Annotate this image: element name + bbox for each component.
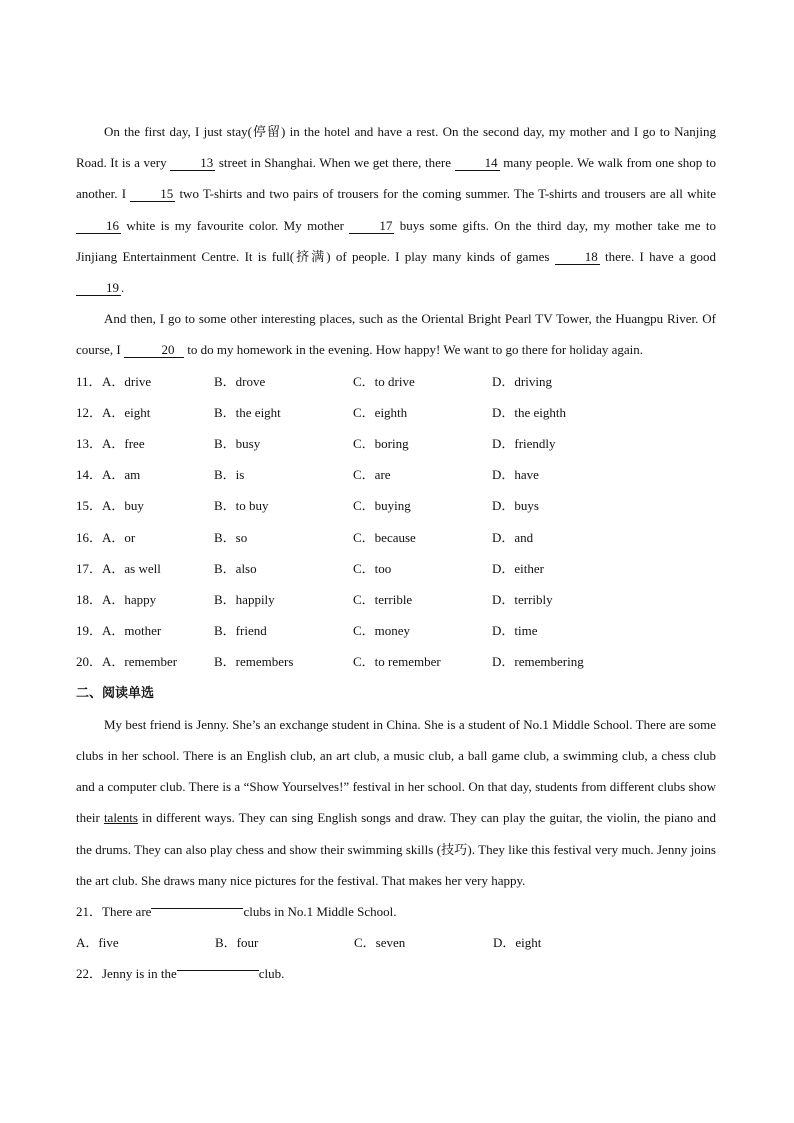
- question-row-16: [76, 522, 716, 553]
- option-d: D．have: [492, 467, 539, 483]
- answer-blank: [177, 958, 259, 971]
- passage-text: My best friend is Jenny. She’s an exchange student in China. She is a student of No.1 Middle School. There are some clubs in her school. There is an English club, an art club, a music club, a ball game club, a swimming club, a chess club and a computer club. There is a “Show Yourselves!” festival in her school. On that day, students from different clubs show their: [76, 716, 716, 826]
- blank-13: 13: [170, 156, 215, 171]
- option-b: B．drove: [214, 373, 266, 389]
- option-b: B．remembers: [214, 654, 294, 670]
- question-list: [76, 366, 716, 678]
- option-a: A．or: [102, 529, 136, 545]
- question-stem: club.: [258, 966, 285, 982]
- passage-text: to do my homework in the evening. How happy! We want to go there for holiday again.: [184, 342, 644, 358]
- section-title: 二、阅读单选: [76, 685, 155, 701]
- option-d: D．eight: [493, 935, 542, 951]
- question-row-19: [76, 615, 716, 646]
- option-a: A．remember: [102, 654, 178, 670]
- option-b: B．to buy: [214, 498, 269, 514]
- blank-19: 19: [76, 281, 121, 296]
- question-number: 14．: [76, 467, 103, 483]
- option-b: B．four: [215, 935, 259, 951]
- option-a: A．am: [102, 467, 141, 483]
- option-a: A．five: [76, 935, 119, 951]
- option-c: C．eighth: [353, 404, 408, 420]
- option-a: A．mother: [102, 623, 162, 639]
- question-number: 15．: [76, 498, 103, 514]
- passage-text: there. I have a good: [599, 248, 716, 264]
- option-a: A．as well: [102, 560, 161, 576]
- passage-text: buys some gifts. On the third day, my mother take me to Jinjiang Entertainment Centre. It is full(挤满) of people. I play many kinds of games: [76, 217, 716, 264]
- question-row-17: [76, 553, 716, 584]
- option-b: B．so: [214, 529, 248, 545]
- option-d: D．friendly: [492, 436, 556, 451]
- option-c: C．because: [353, 529, 416, 545]
- passage-text: On the first day, I just stay(停留) in the hotel and have a rest. On the second day, my mother and I go to Nanjing Road. It is a very: [76, 124, 716, 171]
- option-b: B．is: [214, 467, 245, 483]
- option-d: D．the eighth: [492, 404, 567, 420]
- option-a: A．drive: [102, 373, 152, 389]
- question-row-13: [76, 428, 716, 459]
- option-a: A．happy: [102, 591, 157, 607]
- passage-text: .: [121, 280, 125, 296]
- blank-15: 15: [130, 187, 175, 202]
- option-c: C．too: [353, 560, 392, 576]
- question-number: 11．: [76, 373, 102, 389]
- question-stem: clubs in No.1 Middle School.: [243, 903, 397, 919]
- passage-text: white is my favourite color. My mother: [121, 217, 350, 233]
- question-21-options: [76, 927, 716, 958]
- option-c: C．to drive: [353, 373, 415, 389]
- option-a: A．free: [102, 436, 145, 451]
- option-b: B．also: [214, 560, 257, 576]
- option-a: A．eight: [102, 404, 151, 420]
- option-c: C．are: [353, 467, 391, 483]
- blank-17: 17: [349, 219, 394, 234]
- question-number: 20．: [76, 654, 103, 670]
- question-row-21: [76, 896, 716, 927]
- passage-text: street in Shanghai. When we get there, there: [215, 155, 455, 171]
- reading-passage: [76, 709, 716, 896]
- question-stem: There are: [102, 903, 152, 919]
- option-b: B．friend: [214, 623, 267, 639]
- answer-blank: [151, 896, 243, 909]
- passage-text: in different ways. They can sing English songs and draw. They can play the guitar, the violin, the piano and the drums. They can also play chess and show their swimming skills (技巧). They like this festival very much. Jenny joins the art club. She draws many nice pictures for the festival. That makes her very happy.: [76, 810, 717, 888]
- blank-16: 16: [76, 219, 121, 234]
- question-number: 17．: [76, 560, 103, 576]
- option-d: D．remembering: [492, 654, 584, 670]
- passage-paragraph-2: [76, 303, 716, 365]
- blank-14: 14: [455, 156, 500, 171]
- question-row-11: [76, 366, 716, 397]
- option-b: B．busy: [214, 436, 261, 451]
- question-row-18: [76, 584, 716, 615]
- underlined-word: talents: [103, 810, 138, 826]
- option-c: C．boring: [353, 436, 409, 451]
- question-row-22: [76, 958, 716, 989]
- question-number: 22．: [76, 966, 103, 982]
- question-number: 13．: [76, 436, 103, 451]
- passage-text: two T-shirts and two pairs of trousers for the coming summer. The T-shirts and trousers are all white: [175, 186, 716, 202]
- passage-text: And then, I go to some other interesting places, such as the Oriental Bright Pearl TV Tower, the Huangpu River. Of course, I: [76, 311, 716, 358]
- question-number: 19．: [76, 623, 103, 639]
- option-c: C．to remember: [353, 654, 441, 670]
- blank-20: 20: [124, 343, 184, 358]
- passage-paragraph-1: [76, 116, 716, 303]
- option-d: D．driving: [492, 373, 552, 389]
- option-d: D．and: [492, 529, 534, 545]
- option-d: D．buys: [492, 498, 539, 514]
- option-c: C．terrible: [353, 591, 413, 607]
- option-d: D．terribly: [492, 591, 553, 607]
- question-number: 18．: [76, 591, 103, 607]
- option-c: C．buying: [353, 498, 411, 514]
- option-c: C．seven: [354, 935, 406, 951]
- document-page: [76, 116, 716, 989]
- passage-text: many people. We walk from one shop to another. I: [76, 155, 717, 202]
- option-c: C．money: [353, 623, 411, 639]
- blank-18: 18: [555, 250, 600, 265]
- option-b: B．happily: [214, 591, 275, 607]
- option-d: D．time: [492, 623, 538, 639]
- option-a: A．buy: [102, 498, 144, 514]
- question-stem: Jenny is in the: [102, 966, 177, 982]
- question-row-15: [76, 490, 716, 521]
- question-row-12: [76, 397, 716, 428]
- question-row-14: [76, 459, 716, 490]
- question-number: 21．: [76, 903, 103, 919]
- question-number: 12．: [76, 404, 103, 420]
- option-d: D．either: [492, 560, 544, 576]
- question-row-20: [76, 646, 716, 677]
- option-b: B．the eight: [214, 404, 281, 420]
- question-number: 16．: [76, 529, 103, 545]
